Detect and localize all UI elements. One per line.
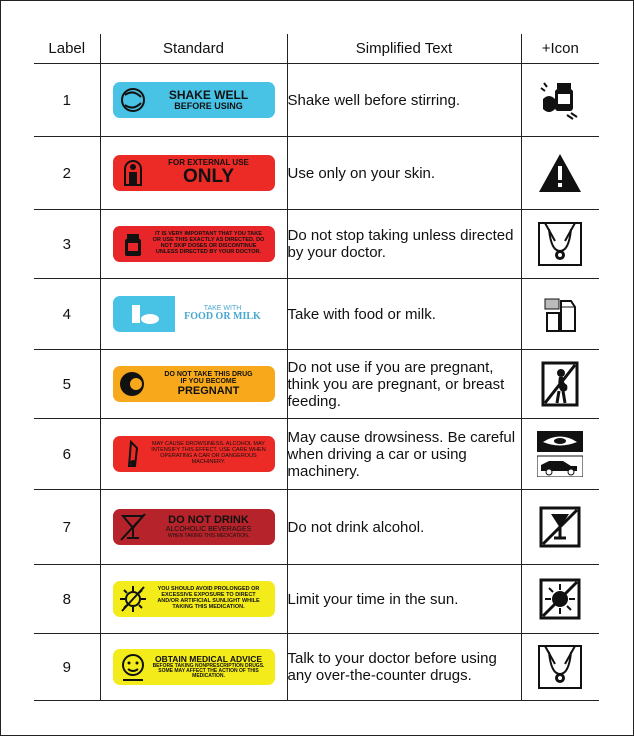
label-line: FOOD OR MILK [184,311,261,323]
glass-and-food-icon [119,299,169,329]
body-outline-icon [119,158,147,188]
icon-cell [521,64,599,137]
icon-cell [521,279,599,350]
doctor-stethoscope-icon [537,644,583,690]
simplified-text: Talk to your doctor before using any over-the-counter drugs. [287,634,521,701]
icon-cell [521,137,599,210]
doctor-face-icon [119,652,147,682]
label-line: DO NOT TAKE THIS DRUG [164,370,253,378]
simplified-text: Limit your time in the sun. [287,565,521,634]
icon-cell [521,634,599,701]
row-number: 4 [34,279,100,350]
table-row [34,137,599,210]
standard-label [113,296,275,332]
row-number: 1 [34,64,100,137]
table-row [34,419,599,490]
table-row [34,565,599,634]
warning-triangle-icon [537,150,583,196]
label-line: BEFORE USING [174,100,243,111]
doctor-stethoscope-icon [537,221,583,267]
simplified-text: Take with food or milk. [287,279,521,350]
standard-label [113,155,275,191]
simplified-text: Shake well before stirring. [287,64,521,137]
row-number: 9 [34,634,100,701]
table-row [34,490,599,565]
table-row [34,210,599,279]
standard-label [113,226,275,262]
no-pregnancy-icon [537,361,583,407]
moon-icon [119,369,147,399]
standard-label-cell [100,634,287,701]
table-row [34,634,599,701]
row-number: 2 [34,137,100,210]
standard-label-cell [100,350,287,419]
header-row [34,34,599,64]
simplified-text: May cause drowsiness. Be careful when driving a car or using machinery. [287,419,521,490]
simplified-text: Do not stop taking unless directed by your doctor. [287,210,521,279]
header-icon: +Icon [521,34,599,64]
label-line: PREGNANT [177,384,240,397]
no-glass-icon [119,512,147,542]
label-line: YOU SHOULD AVOID PROLONGED OR EXCESSIVE EXPOSURE TO DIRECT AND/OR ARTIFICIAL SUNLIGHT WHILE TAKING THIS MEDICATION. [157,586,260,610]
standard-label [113,436,275,472]
label-line: MAY CAUSE DROWSINESS. ALCOHOL MAY INTENSIFY THIS EFFECT. USE CARE WHEN OPERATING A CAR OR DANGEROUS MACHINERY. [151,441,266,465]
table-row [34,64,599,137]
shaking-hands-icon [119,85,147,115]
icon-cell [521,419,599,490]
label-line: DO NOT DRINK [168,513,249,526]
no-sun-label-icon [119,584,147,614]
icon-cell [521,490,599,565]
label-line: FOR EXTERNAL USE [168,157,249,167]
standard-label-cell [100,565,287,634]
simplified-text: Use only on your skin. [287,137,521,210]
standard-label-cell [100,210,287,279]
standard-label [113,509,275,545]
row-number: 3 [34,210,100,279]
standard-label-cell [100,279,287,350]
label-line: ONLY [182,166,235,188]
table-row [34,279,599,350]
label-line: ALCOHOLIC BEVERAGES [165,526,252,534]
row-number: 8 [34,565,100,634]
label-line: BEFORE TAKING NONPRESCRIPTION DRUGS. SOME MAY AFFECT THE ACTION OF THIS MEDICATION. [152,662,265,680]
drowsy-eye-car-icon [537,431,583,477]
standard-label [113,581,275,617]
icon-cell [521,350,599,419]
header-standard: Standard [100,34,287,64]
pill-bottle-icon [119,229,147,259]
standard-label [113,649,275,685]
label-line: SHAKE WELL [168,87,249,102]
row-number: 6 [34,419,100,490]
simplified-text: Do not drink alcohol. [287,490,521,565]
medication-label-table [34,34,599,701]
standard-label [113,82,275,118]
simplified-text: Do not use if you are pregnant, think you are pregnant, or breast feeding. [287,350,521,419]
food-milk-icon [537,291,583,337]
icon-cell [521,565,599,634]
no-alcohol-icon [537,504,583,550]
standard-label-cell [100,64,287,137]
label-line: IF YOU BECOME [180,378,237,386]
row-number: 7 [34,490,100,565]
label-line: TAKE WITH [203,305,242,313]
icon-cell [521,210,599,279]
table-row [34,350,599,419]
header-simplified: Simplified Text [287,34,521,64]
standard-label-cell [100,137,287,210]
standard-label-cell [100,419,287,490]
drowsy-figure-icon [119,439,147,469]
label-line: WHEN TAKING THIS MEDICATION. [167,532,250,539]
shake-bottle-icon [537,77,583,123]
standard-label-cell [100,490,287,565]
header-label: Label [34,34,100,64]
label-line: IT IS VERY IMPORTANT THAT YOU TAKE OR USE THIS EXACTLY AS DIRECTED. DO NOT SKIP DOSES OR DISCONTINUE UNLESS DIRECTED BY YOUR DOCTOR. [152,231,265,255]
standard-label [113,366,275,402]
no-sun-icon [537,576,583,622]
row-number: 5 [34,350,100,419]
label-line: OBTAIN MEDICAL ADVICE [154,653,263,664]
